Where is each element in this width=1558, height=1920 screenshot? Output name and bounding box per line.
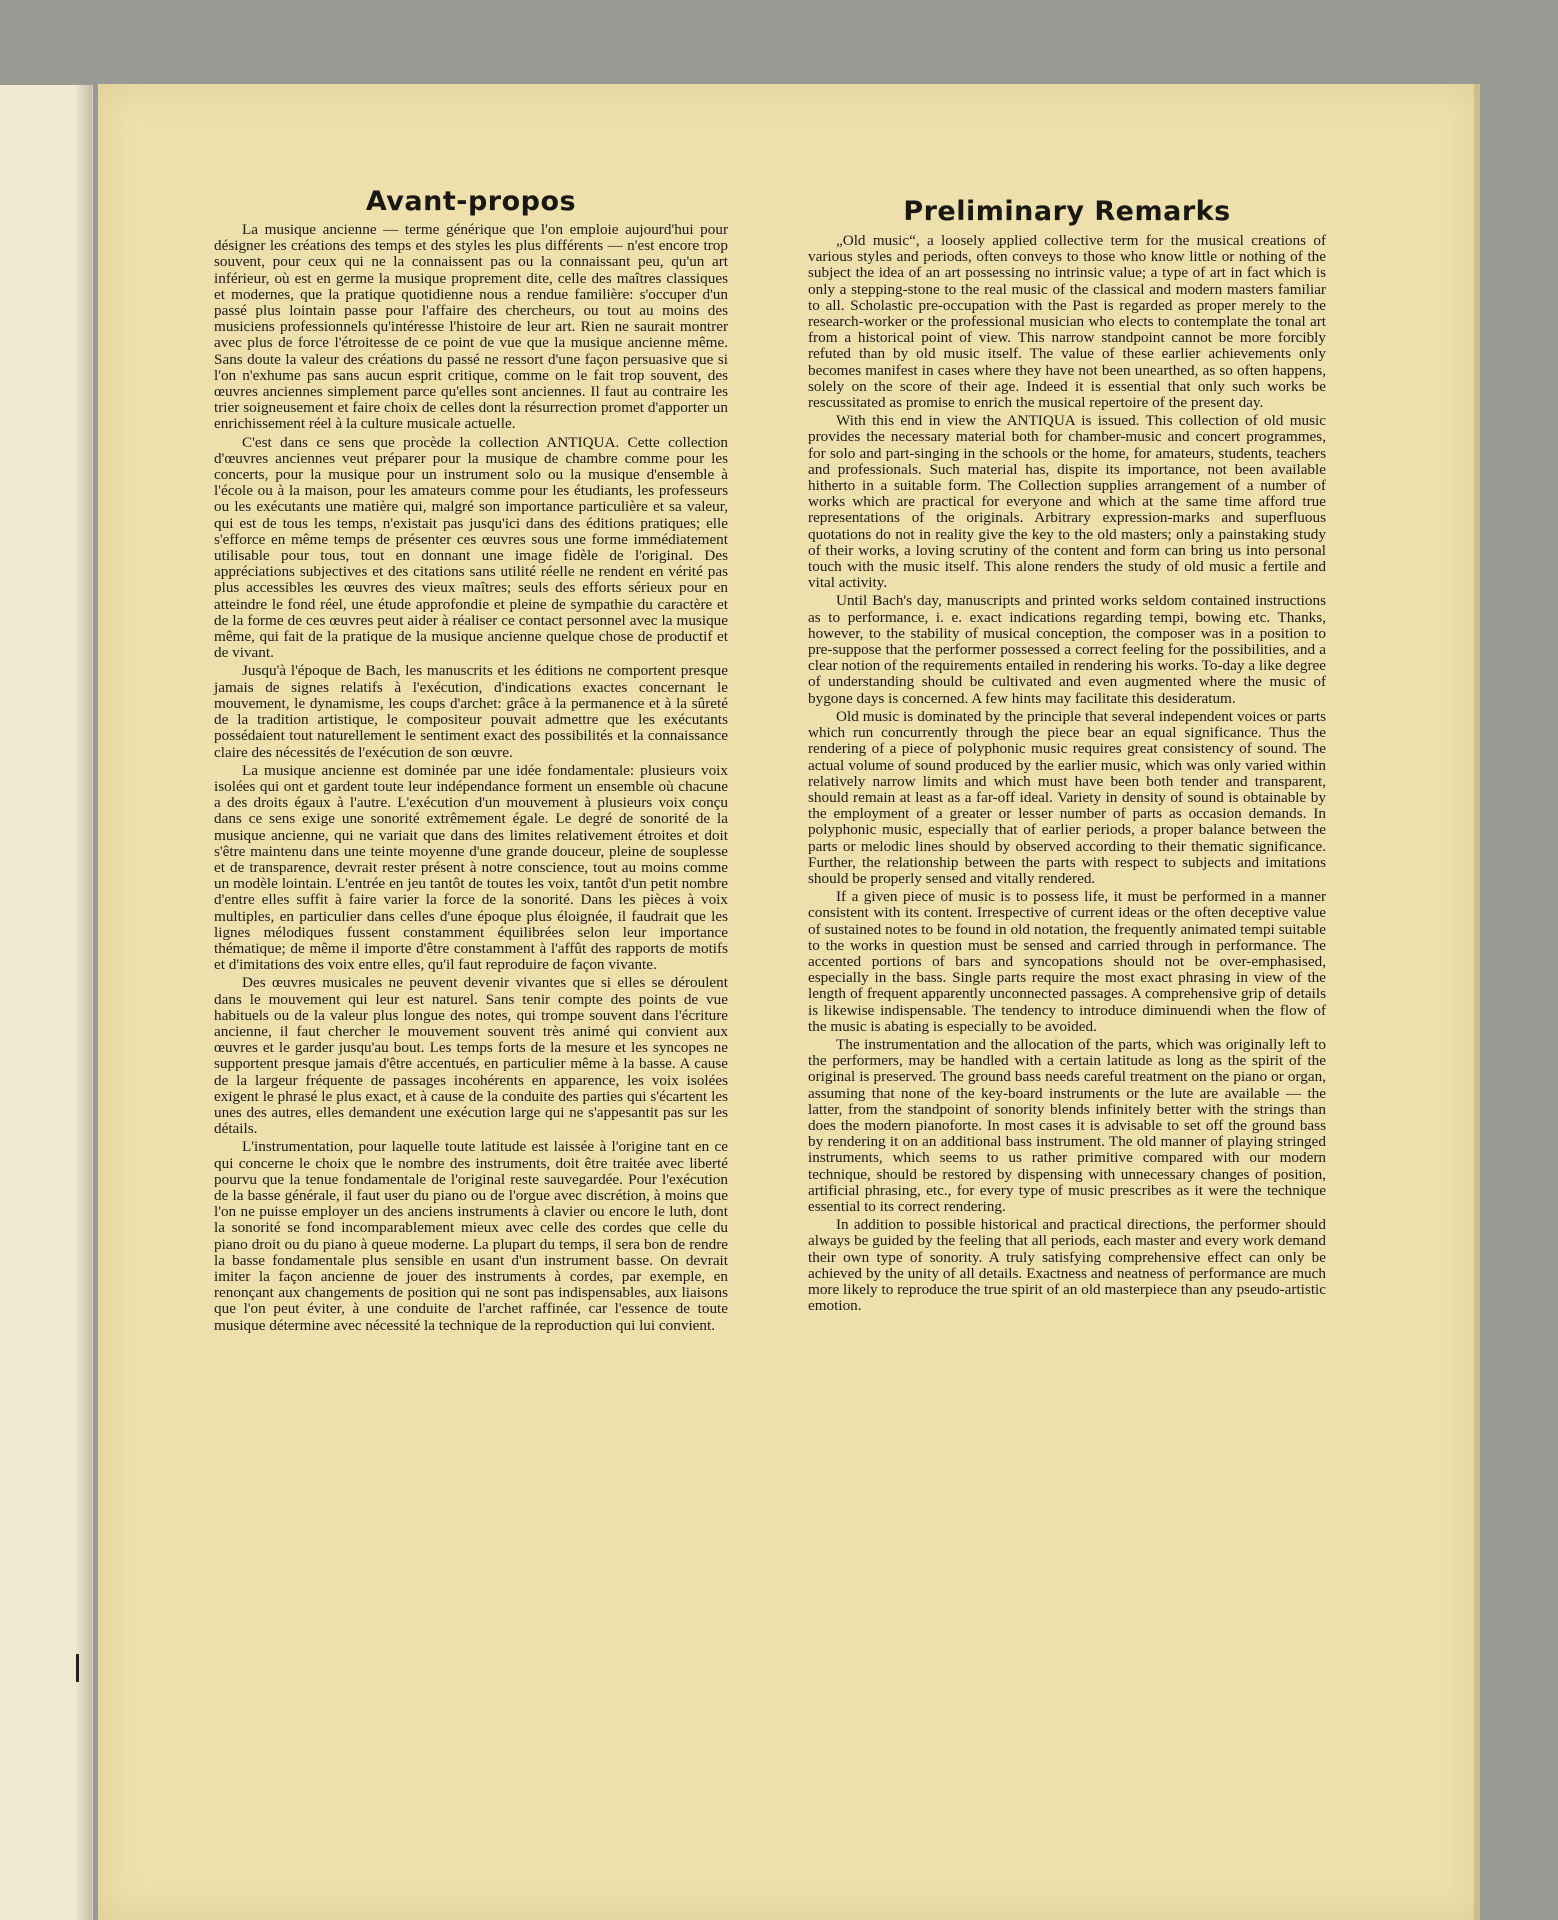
french-body [214,222,728,1334]
french-paragraph: Jusqu'à l'époque de Bach, les manuscrits et les éditions ne comportent presque jamais de signes relatifs à l'exécution, d'indications exactes concernant le mouvement, le dynamisme, les coups d'archet: grâce à la permanence et à la sûreté de la tradition artistique, le compositeur pouvait admettre que les exécutants possédaient tout naturellement le sentiment exact des possibilités et la connaissance claire des nécessités de l'exécution de son œuvre. [214,662,728,761]
french-title: Avant-propos [365,186,577,217]
english-paragraph: The instrumentation and the allocation of the parts, which was originally left to the performers, may be handled with a certain latitude as long as the spirit of the original is preserved. The ground bass needs careful treatment on the piano or organ, assuming that none of the key-board instruments or the lute are available — the latter, from the standpoint of sonority blends infinitely better with the strings than does the modern pianoforte. In most cases it is advisable to set off the ground bass by rendering it on an additional bass instrument. The old manner of playing stringed instruments, which seems to us rather primitive compared with our modern technique, should be restored by dispensing with unnecessary changes of position, artificial phrasing, etc., for every type of music prescribes as it were the technique essential to its correct rendering. [808,1035,1326,1215]
english-paragraph: Old music is dominated by the principle that several independent voices or parts which run concurrently through the piece bear an equal significance. Thus the rendering of a piece of polyphonic music requires great consistency of sound. The actual volume of sound produced by the earlier music, which was only varied within relatively narrow limits and which must have been both tender and transparent, should remain at least as a far-off ideal. Variety in density of sound is obtainable by the employment of a greater or lesser number of parts as occasion demands. In polyphonic music, especially that of earlier periods, a proper balance between the parts or melodic lines should by observed according to their thematic significance. Further, the relationship between the parts with respect to subjects and imitations should be properly sensed and vitally rendered. [808,707,1326,887]
page-fold-shadow [74,85,92,1920]
page-edge-shadow [1474,84,1480,1920]
english-title: Preliminary Remarks [903,196,1231,227]
english-body [808,233,1326,1314]
margin-mark [76,1654,79,1682]
french-paragraph: La musique ancienne — terme générique que l'on emploie aujourd'hui pour désigner les créations des temps et des styles les plus différents — n'est encore trop souvent, pour ceux qui ne la connaissent pas ou la connaissant peu, qu'un art inférieur, où est en germe la musique proprement dite, celle des maîtres classiques et modernes, que la pratique quotidienne nous a rendue familière: s'occuper d'un passé plus lointain passe pour l'affaire des chercheurs, ou tout au moins des musiciens professionnels qu'intéresse l'histoire de leur art. Rien ne saurait montrer avec plus de force l'étroitesse de ce point de vue que la musique ancienne même. Sans doute la valeur des créations du passé ne ressort d'une façon persuasive que si l'on n'exhume pas sans aucun esprit critique, comme on le fait trop souvent, des œuvres anciennes simplement parce qu'elles sont anciennes. Il faut au contraire les trier soigneusement et faire choix de celles dont la résurrection promet d'apporter un enrichissement réel à la culture musicale actuelle. [214,221,728,433]
french-paragraph: Des œuvres musicales ne peuvent devenir vivantes que si elles se déroulent dans le mouvement qui leur est naturel. Sans tenir compte des points de vue habituels ou de la valeur plus longue des notes, qui trompe souvent dans l'écriture ancienne, il faut chercher le mouvement souvent très animé qui convient aux œuvres et le garder jusqu'au bout. Les temps forts de la mesure et les syncopes ne supportent presque jamais d'être accentués, en particulier même à la basse. A cause de la largeur fréquente de passages incohérents en apparence, les voix isolées exigent le phrasé le plus exact, et à cause de la conduite des parties qui s'écartent les unes des autres, elles demandent une exécution large qui ne s'appesantit pas sur les détails. [214,974,728,1138]
english-paragraph: Until Bach's day, manuscripts and printed works seldom contained instructions as to performance, i. e. exact indications regarding tempi, bowing etc. Thanks, however, to the stability of musical conception, the composer was in a position to pre-suppose that the performer possessed a correct feeling for the possibilities, and a clear notion of the requirements entailed in rendering his works. To-day a like degree of understanding should be cultivated and even augmented where the music of bygone days is concerned. A few hints may facilitate this desideratum. [808,592,1326,707]
english-paragraph: If a given piece of music is to possess life, it must be performed in a manner consistent with its content. Irrespective of current ideas or the often deceptive value of sustained notes to be found in old notation, the frequently animated tempi suitable to the works in question must be sensed and carried through in performance. The accented portions of bars and syncopations should not be over-emphasised, especially in the bass. Single parts require the most exact phrasing in view of the length of frequent apparently unconnected passages. A comprehensive grip of details is likewise indispensable. The tendency to introduce diminuendi when the flow of the music is abating is especially to be avoided. [808,888,1326,1035]
french-paragraph: L'instrumentation, pour laquelle toute latitude est laissée à l'origine tant en ce qui concerne le choix que le nombre des instruments, doit être traitée avec liberté pourvu que la tenue fondamentale de l'original reste sauvegardée. Pour l'exécution de la basse générale, il faut user du piano ou de l'orgue avec discrétion, à moins que l'on ne puisse employer un des anciens instruments à clavier ou encore le luth, dont la sonorité se fond incomparablement mieux avec celle des cordes que celle du piano droit ou du piano à queue moderne. La plupart du temps, il sera bon de rendre la basse fondamentale plus sensible en usant d'un instrument basse. On devrait imiter la façon ancienne de jouer des instruments à cordes, par exemple, en renonçant aux changements de position qui ne sont pas indispensables, aux liaisons que l'on peut éviter, à une conduite de l'archet raffinée, car l'essence de toute musique détermine avec nécessité la technique de la reproduction qui lui convient. [214,1138,728,1334]
english-paragraph: In addition to possible historical and practical directions, the performer should always be guided by the feeling that all periods, each master and every work demand their own type of sonority. A truly satisfying comprehensive effect can only be achieved by the unity of all details. Exactness and neatness of performance are much more likely to reproduce the true spirit of an old masterpiece than any pseudo-artistic emotion. [808,1216,1326,1315]
previous-page-edge [0,85,93,1920]
english-paragraph: „Old music“, a loosely applied collective term for the musical creations of various styles and periods, often conveys to those who know little or nothing of the subject the idea of an art possessing no intrinsic value; a type of art in fact which is only a stepping-stone to the real music of the classical and modern masters familiar to all. Scholastic pre-occupation with the Past is regarded as proper merely to the research-worker or the professional musician who elects to contemplate the tonal art from a historical point of view. This narrow standpoint cannot be more forcibly refuted than by old music itself. The value of these earlier achievements only becomes manifest in cases where they have not been unearthed, as so often happens, solely on the score of their age. Indeed it is essential that only such works be rescussitated as promise to enrich the musical repertoire of the present day. [808,232,1326,412]
document-page [98,84,1480,1920]
french-paragraph: C'est dans ce sens que procède la collection ANTIQUA. Cette collection d'œuvres anciennes veut préparer pour la musique de chambre comme pour les concerts, pour la musique pour un instrument solo ou la musique d'ensemble à l'école ou à la maison, pour les amateurs comme pour les étudiants, les professeurs ou les exécutants une matière qui, malgré son importance particulière et sa valeur, qui est de tous les temps, n'existait pas jusqu'ici dans des éditions pratiques; elle s'efforce en même temps de présenter ces œuvres sous une forme immédiatement utilisable pour tous, tout en donnant une image fidèle de l'original. Des appréciations subjectives et des citations sans utilité réelle ne rendent en vérité pas plus accessibles les œuvres des vieux maîtres; seuls des efforts sérieux pour en atteindre le fond réel, une étude approfondie et pleine de sympathie du caractère et de la forme de ces œuvres peut aider à réaliser ce contact personnel avec la musique même, qui fait de la pratique de la musique ancienne quelque chose de productif et de vivant. [214,433,728,662]
english-paragraph: With this end in view the ANTIQUA is issued. This collection of old music provides the necessary material both for chamber-music and concert programmes, for solo and part-singing in the schools or the home, for amateurs, students, teachers and professionals. Such material has, dispite its importance, not been available hitherto in a suitable form. The Collection supplies arrangement of a number of works which are practical for everyone and which at the same time afford true representations of the originals. Arbitrary expression-marks and superfluous quotations do not in reality give the key to the old masters; only a painstaking study of their works, a loving scrutiny of the content and form can bring us into personal touch with the music itself. This alone renders the study of old music a fertile and vital activity. [808,412,1326,592]
french-paragraph: La musique ancienne est dominée par une idée fondamentale: plusieurs voix isolées qui ont et gardent toute leur indépendance forment un ensemble où chacune a des droits égaux à l'autre. L'exécution d'un mouvement à plusieurs voix conçu dans ce sens exige une sonorité extrêmement égale. Le degré de sonorité de la musique ancienne, qui ne variait que dans des limites relativement étroites et doit s'être maintenu dans une teinte moyenne d'une grande douceur, pleine de souplesse et de transparence, devrait rester présent à notre conscience, tout au moins comme un modèle lointain. L'entrée en jeu tantôt de toutes les voix, tantôt d'un petit nombre d'entre elles suffit à faire varier la force de la sonorité. Dans les pièces à voix multiples, en particulier dans celles d'une époque plus éloignée, il faudrait que les lignes mélodiques fussent constamment équilibrées selon leur importance thématique; de même il importe d'être constamment à l'affût des rapports de motifs et d'imitations des voix entre elles, qu'il faut reproduire de façon vivante. [214,761,728,974]
